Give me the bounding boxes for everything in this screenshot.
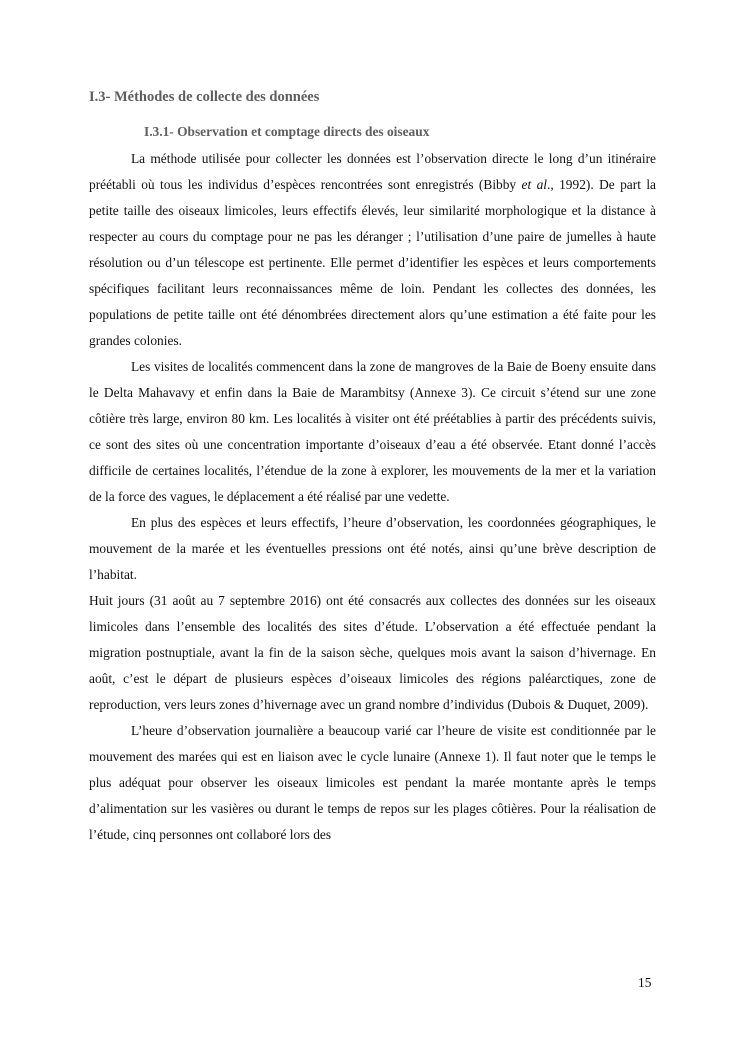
body-text (89, 146, 656, 848)
paragraph-survey-period: Huit jours (31 août au 7 septembre 2016) ont été consacrés aux collectes des données sur les oiseaux limicoles dans l’ensemble des localités des sites d’étude. L’observation a été effectuée pendant la migration postnuptiale, avant la fin de la saison sèche, quelques mois avant la saison d’hivernage. En août, c’est le départ de plusieurs espèces d’oiseaux limicoles des régions paléarctiques, zone de reproduction, vers leurs zones d’hivernage avec un grand nombre d’individus (Dubois & Duquet, 2009). (89, 593, 656, 712)
paragraph-visits: Les visites de localités commencent dans la zone de mangroves de la Baie de Boeny ensuite dans le Delta Mahavavy et enfin dans la Baie de Marambitsy (Annexe 3). Ce circuit s’étend sur une zone côtière très large, environ 80 km. Les localités à visiter ont été préétablies à partir des précédents suivis, ce sont des sites où une concentration importante d’oiseaux d’eau a été observée. Etant donné l’accès difficile de certaines localités, l’étendue de la zone à explorer, les mouvements de la mer et la variation de la force des vagues, le déplacement a été réalisé par une vedette. (89, 359, 656, 504)
paragraph-method (89, 146, 656, 354)
section-heading: I.3- Méthodes de collecte des données (89, 89, 320, 105)
paragraph-recorded-data: En plus des espèces et leurs effectifs, l’heure d’observation, les coordonnées géographiques, le mouvement de la marée et les éventuelles pressions ont été notés, ainsi qu’une brève description de l’habitat. (89, 515, 656, 582)
paragraph-method-text-continued: ., 1992). De part la petite taille des oiseaux limicoles, leurs effectifs élevés, leur similarité morphologique et la distance à respecter au cours du comptage pour ne pas les déranger ; l’utilisation d’une paire de jumelles à haute résolution ou d’un télescope est pertinente. Elle permet d’identifier les espèces et leurs comportements spécifiques facilitant leurs reconnaissances même de loin. Pendant les collectes des données, les populations de petite taille ont été dénombrées directement alors qu’une estimation a été faite pour les grandes colonies. (89, 177, 656, 348)
paragraph-observation-time: L’heure d’observation journalière a beaucoup varié car l’heure de visite est conditionnée par le mouvement des marées qui est en liaison avec le cycle lunaire (Annexe 1). Il faut noter que le temps le plus adéquat pour observer les oiseaux limicoles est pendant la marée montante après le temps d’alimentation sur les vasières ou durant le temps de repos sur les plages côtières. Pour la réalisation de l’étude, cinq personnes ont collaboré lors des (89, 723, 656, 842)
paragraph-method-text: La méthode utilisée pour collecter les données est l’observation directe le long d’un itinéraire préétabli où tous les individus d’espèces rencontrées sont enregistrés (Bibby (89, 151, 656, 192)
page-number: 15 (638, 975, 652, 990)
subsection-heading: I.3.1- Observation et comptage directs des oiseaux (144, 124, 430, 139)
citation-et-al: et al (521, 177, 548, 192)
